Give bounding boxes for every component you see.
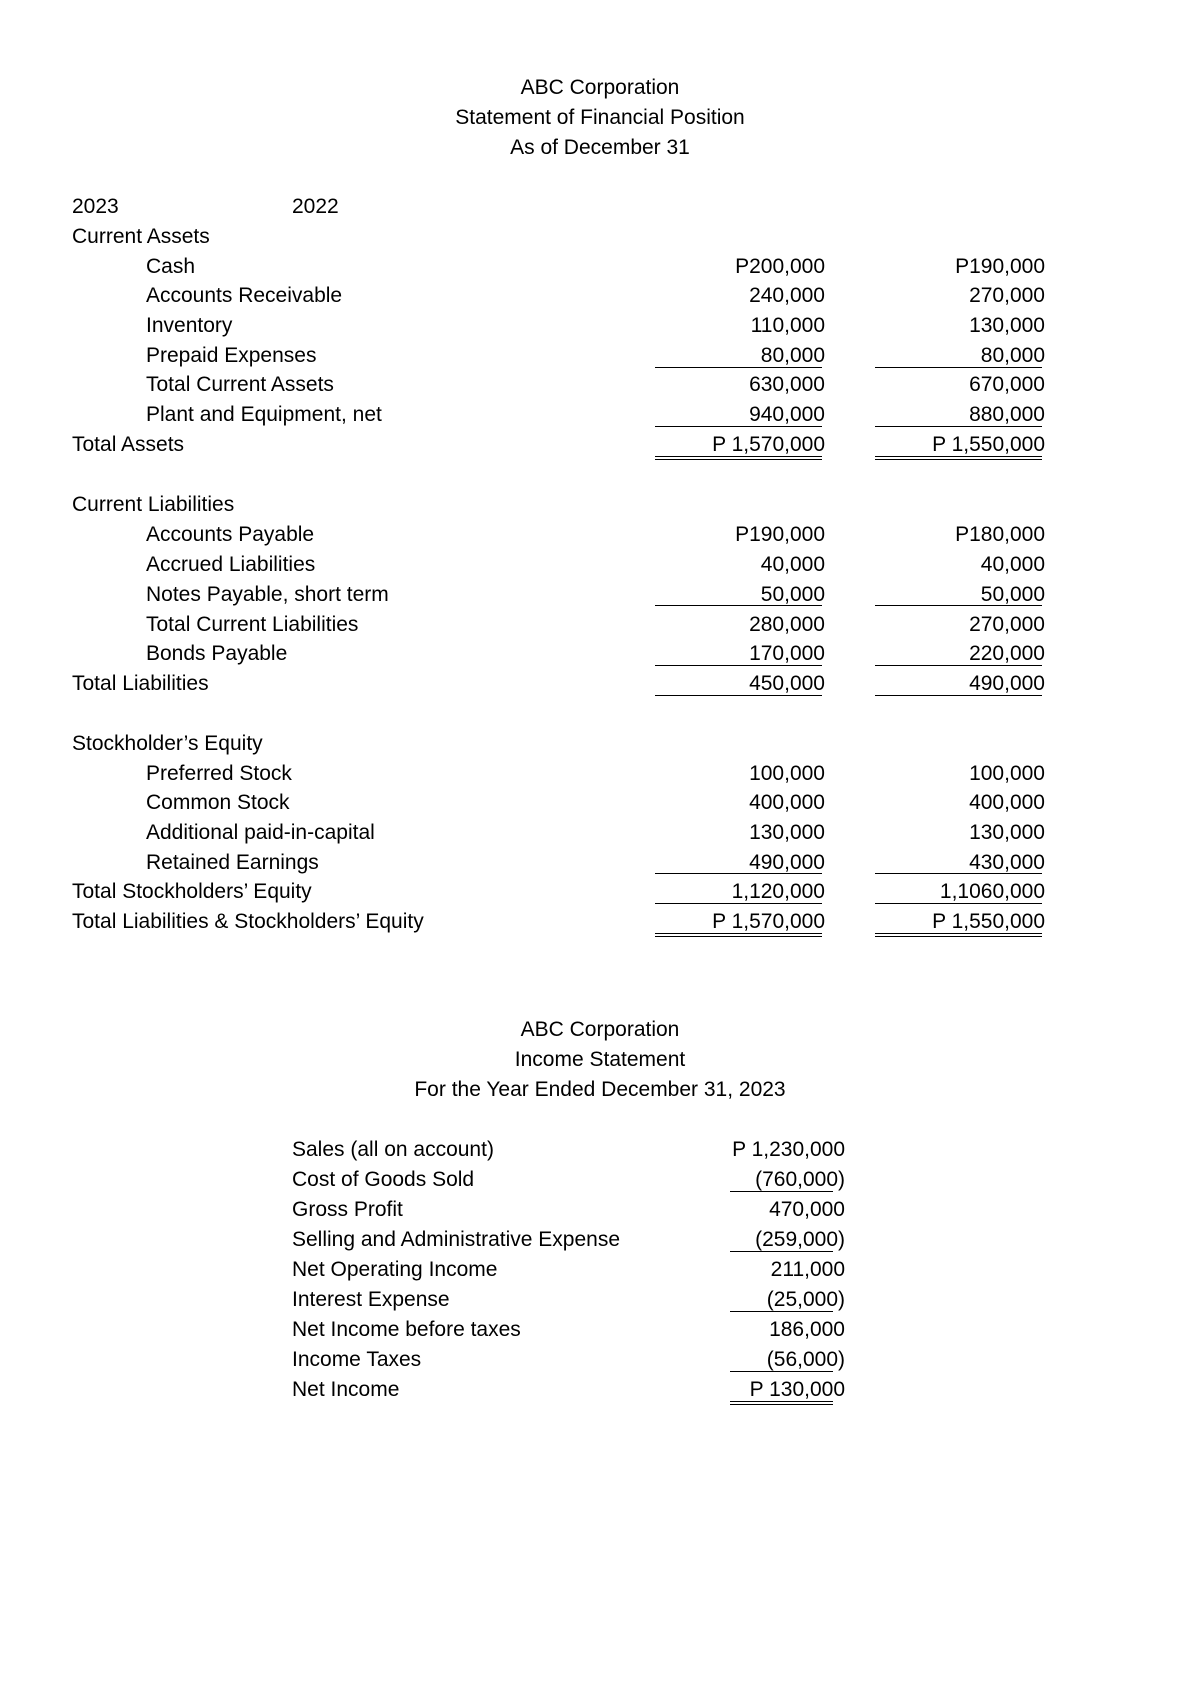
- current-assets-heading: Current Assets: [72, 225, 210, 248]
- row-label-notes-payable: Notes Payable, short term: [146, 583, 389, 606]
- is-label-net-operating-income: Net Operating Income: [292, 1258, 498, 1281]
- value-2023-additional-paid-in-capital: 130,000: [749, 821, 825, 844]
- value-2023-common-stock: 400,000: [749, 791, 825, 814]
- is-value-sales: P 1,230,000: [732, 1138, 845, 1161]
- row-label-bonds-payable: Bonds Payable: [146, 642, 288, 665]
- value-2022-total-liab-equity: P 1,550,000: [932, 910, 1045, 933]
- is-value-net-income-before-taxes: 186,000: [769, 1318, 845, 1341]
- row-label-total-equity: Total Stockholders’ Equity: [72, 880, 312, 903]
- row-label-plant-equipment: Plant and Equipment, net: [146, 403, 382, 426]
- value-2023-prepaid-expenses: 80,000: [760, 344, 825, 367]
- row-label-total-liab-equity: Total Liabilities & Stockholders’ Equity: [72, 910, 424, 933]
- value-2022-total-current-assets: 670,000: [969, 373, 1045, 396]
- is-label-net-income: Net Income: [292, 1378, 400, 1401]
- is-label-gross-profit: Gross Profit: [292, 1198, 403, 1221]
- row-label-cash: Cash: [146, 255, 196, 278]
- is-value-net-operating-income: 211,000: [770, 1258, 845, 1281]
- row-label-accrued-liabilities: Accrued Liabilities: [146, 553, 316, 576]
- row-label-accounts-payable: Accounts Payable: [146, 523, 315, 546]
- is-value-selling-admin: (259,000): [755, 1228, 845, 1251]
- is-label-cogs: Cost of Goods Sold: [292, 1168, 475, 1191]
- value-2023-retained-earnings: 490,000: [749, 851, 825, 874]
- value-2022-preferred-stock: 100,000: [969, 762, 1045, 785]
- underline-2023-bonds: [655, 665, 822, 666]
- row-label-total-current-liabilities: Total Current Liabilities: [146, 613, 359, 636]
- equity-heading: Stockholder’s Equity: [72, 732, 263, 755]
- row-label-accounts-receivable: Accounts Receivable: [146, 284, 343, 307]
- double-underline-2023-total-liab-equity: [655, 933, 822, 937]
- is-value-net-income: P 130,000: [749, 1378, 845, 1401]
- value-2023-total-liabilities: 450,000: [749, 672, 825, 695]
- value-2023-accounts-receivable: 240,000: [749, 284, 825, 307]
- is-underline-cogs: [730, 1191, 833, 1192]
- row-label-total-liabilities: Total Liabilities: [72, 672, 209, 695]
- is-company-name: ABC Corporation: [520, 1018, 680, 1041]
- is-label-income-taxes: Income Taxes: [292, 1348, 422, 1371]
- value-2023-bonds-payable: 170,000: [749, 642, 825, 665]
- current-liabilities-heading: Current Liabilities: [72, 493, 235, 516]
- underline-2023-retained: [655, 873, 822, 874]
- value-2022-notes-payable: 50,000: [980, 583, 1045, 606]
- is-value-gross-profit: 470,000: [769, 1198, 845, 1221]
- row-label-additional-paid-in-capital: Additional paid-in-capital: [146, 821, 375, 844]
- value-2022-total-liabilities: 490,000: [969, 672, 1045, 695]
- is-underline-selling-admin: [730, 1251, 833, 1252]
- double-underline-2022-total-assets: [875, 456, 1042, 460]
- underline-2022-retained: [875, 873, 1042, 874]
- value-2023-plant-equipment: 940,000: [749, 403, 825, 426]
- underline-2023-total-equity: [655, 903, 822, 904]
- value-2023-total-current-assets: 630,000: [749, 373, 825, 396]
- row-label-common-stock: Common Stock: [146, 791, 290, 814]
- year-label-2022: 2022: [292, 195, 339, 218]
- is-period: For the Year Ended December 31, 2023: [414, 1078, 786, 1101]
- underline-2023-notes: [655, 605, 822, 606]
- is-underline-interest: [730, 1311, 833, 1312]
- bs-company-name: ABC Corporation: [520, 76, 680, 99]
- underline-2023-total-liabilities: [655, 695, 822, 696]
- value-2023-total-assets: P 1,570,000: [712, 433, 825, 456]
- value-2022-plant-equipment: 880,000: [969, 403, 1045, 426]
- year-label-2023: 2023: [72, 195, 119, 218]
- value-2022-prepaid-expenses: 80,000: [980, 344, 1045, 367]
- is-value-income-taxes: (56,000): [766, 1348, 845, 1371]
- is-label-net-income-before-taxes: Net Income before taxes: [292, 1318, 521, 1341]
- row-label-prepaid-expenses: Prepaid Expenses: [146, 344, 317, 367]
- value-2022-total-equity: 1,1060,000: [939, 880, 1045, 903]
- value-2023-cash: P200,000: [735, 255, 825, 278]
- value-2023-accounts-payable: P190,000: [735, 523, 825, 546]
- underline-2022-total-equity: [875, 903, 1042, 904]
- value-2022-inventory: 130,000: [969, 314, 1045, 337]
- value-2023-inventory: 110,000: [750, 314, 825, 337]
- value-2022-retained-earnings: 430,000: [969, 851, 1045, 874]
- double-underline-2023-total-assets: [655, 456, 822, 460]
- underline-2023-prepaid: [655, 367, 822, 368]
- value-2023-preferred-stock: 100,000: [749, 762, 825, 785]
- row-label-total-assets: Total Assets: [72, 433, 185, 456]
- value-2022-accrued-liabilities: 40,000: [980, 553, 1045, 576]
- underline-2022-plant: [875, 426, 1042, 427]
- underline-2022-bonds: [875, 665, 1042, 666]
- value-2023-total-equity: 1,120,000: [731, 880, 825, 903]
- underline-2022-notes: [875, 605, 1042, 606]
- underline-2022-total-liabilities: [875, 695, 1042, 696]
- is-underline-income-taxes: [730, 1371, 833, 1372]
- value-2023-notes-payable: 50,000: [760, 583, 825, 606]
- underline-2022-prepaid: [875, 367, 1042, 368]
- value-2023-total-liab-equity: P 1,570,000: [712, 910, 825, 933]
- is-value-cogs: (760,000): [755, 1168, 845, 1191]
- is-value-interest-expense: (25,000): [766, 1288, 845, 1311]
- row-label-total-current-assets: Total Current Assets: [146, 373, 334, 396]
- is-title: Income Statement: [514, 1048, 686, 1071]
- value-2022-total-current-liabilities: 270,000: [969, 613, 1045, 636]
- value-2022-accounts-payable: P180,000: [955, 523, 1045, 546]
- is-label-selling-admin: Selling and Administrative Expense: [292, 1228, 621, 1251]
- value-2022-total-assets: P 1,550,000: [932, 433, 1045, 456]
- is-double-underline-net-income: [730, 1401, 833, 1405]
- value-2022-cash: P190,000: [955, 255, 1045, 278]
- double-underline-2022-total-liab-equity: [875, 933, 1042, 937]
- value-2023-total-current-liabilities: 280,000: [749, 613, 825, 636]
- row-label-retained-earnings: Retained Earnings: [146, 851, 319, 874]
- value-2022-common-stock: 400,000: [969, 791, 1045, 814]
- value-2023-accrued-liabilities: 40,000: [760, 553, 825, 576]
- bs-title: Statement of Financial Position: [455, 106, 745, 129]
- value-2022-accounts-receivable: 270,000: [969, 284, 1045, 307]
- value-2022-additional-paid-in-capital: 130,000: [969, 821, 1045, 844]
- row-label-inventory: Inventory: [146, 314, 233, 337]
- row-label-preferred-stock: Preferred Stock: [146, 762, 292, 785]
- underline-2023-plant: [655, 426, 822, 427]
- is-label-sales: Sales (all on account): [292, 1138, 494, 1161]
- bs-date-line: As of December 31: [510, 136, 690, 159]
- value-2022-bonds-payable: 220,000: [969, 642, 1045, 665]
- is-label-interest-expense: Interest Expense: [292, 1288, 450, 1311]
